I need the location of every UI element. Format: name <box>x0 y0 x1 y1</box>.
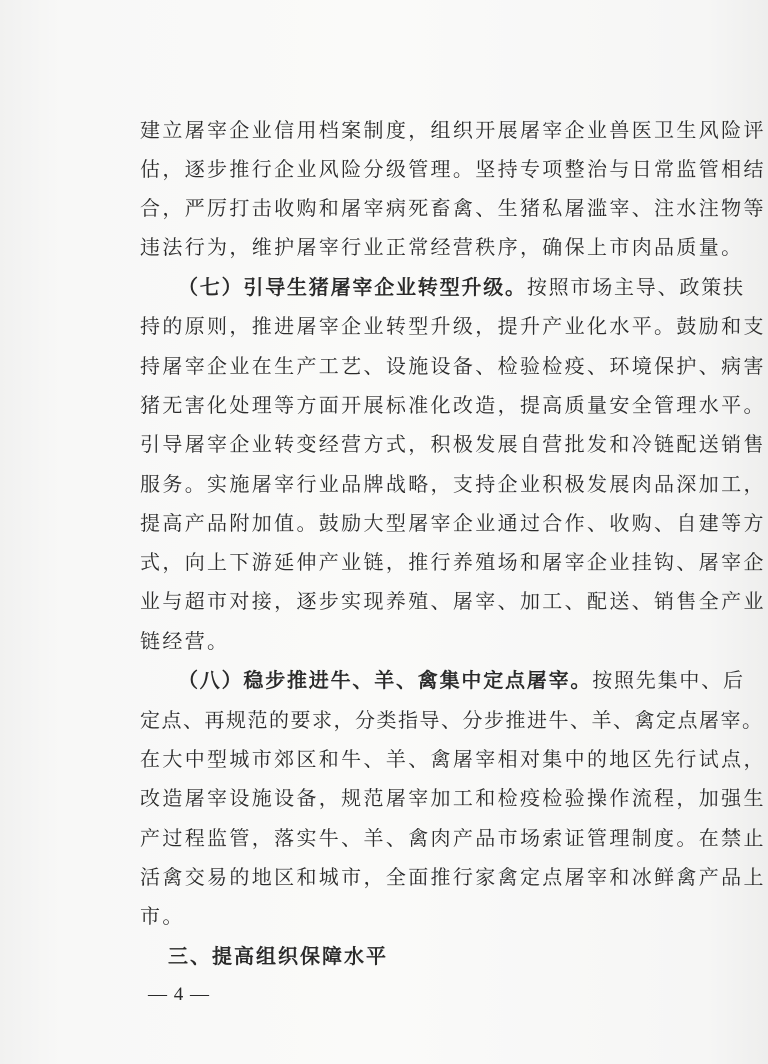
paragraph-3-line-7: 市。 <box>140 904 185 928</box>
paragraph-1-line-3: 合，严厉打击收购和屠宰病死畜禽、生猪私屠滥宰、注水注物等 <box>140 196 766 220</box>
section-heading: 三、提高组织保障水平 <box>168 944 388 968</box>
paragraph-2-line-3: 持屠宰企业在生产工艺、设施设备、检验检疫、环境保护、病害 <box>140 354 766 378</box>
paragraph-2-line-6: 服务。实施屠宰行业品牌战略，支持企业积极发展肉品深加工， <box>140 472 766 496</box>
paragraph-3-title: （八）稳步推进牛、羊、禽集中定点屠宰。 <box>178 668 593 692</box>
paragraph-2-line-4: 猪无害化处理等方面开展标准化改造，提高质量安全管理水平。 <box>140 393 766 417</box>
paragraph-2-line-2: 持的原则，推进屠宰企业转型升级，提升产业化水平。鼓励和支 <box>140 314 766 338</box>
paragraph-3-line-1 <box>178 668 745 692</box>
paragraph-3-line-5: 产过程监管，落实牛、羊、禽肉产品市场索证管理制度。在禁止 <box>140 826 766 850</box>
paragraph-1-line-1: 建立屠宰企业信用档案制度，组织开展屠宰企业兽医卫生风险评 <box>140 118 766 142</box>
paragraph-2-line-1 <box>178 275 745 299</box>
paragraph-3-line-2: 定点、再规范的要求，分类指导、分步推进牛、羊、禽定点屠宰。 <box>140 708 764 732</box>
paragraph-2-line-10: 链经营。 <box>140 629 230 653</box>
paragraph-2-line-8: 式，向上下游延伸产业链，推行养殖场和屠宰企业挂钩、屠宰企 <box>140 550 766 574</box>
paragraph-3-line-1-text: 按照先集中、后 <box>592 668 745 692</box>
paragraph-3-line-4: 改造屠宰设施设备，规范屠宰加工和检疫检验操作流程，加强生 <box>140 786 766 810</box>
paragraph-3-line-6: 活禽交易的地区和城市，全面推行家禽定点屠宰和冰鲜禽产品上 <box>140 865 766 889</box>
paragraph-2-line-1-text: 按照市场主导、政策扶 <box>526 275 745 299</box>
paragraph-1-line-4: 违法行为，维护屠宰行业正常经营秩序，确保上市肉品质量。 <box>140 235 744 259</box>
paragraph-3-line-3: 在大中型城市郊区和牛、羊、禽屠宰相对集中的地区先行试点， <box>140 747 766 771</box>
paragraph-1-line-2: 估，逐步推行企业风险分级管理。坚持专项整治与日常监管相结 <box>140 157 766 181</box>
page-number: — 4 — <box>148 984 210 1005</box>
paragraph-2-line-7: 提高产品附加值。鼓励大型屠宰企业通过合作、收购、自建等方 <box>140 511 766 535</box>
paragraph-2-title: （七）引导生猪屠宰企业转型升级。 <box>178 275 527 299</box>
paragraph-2-line-9: 业与超市对接，逐步实现养殖、屠宰、加工、配送、销售全产业 <box>140 589 766 613</box>
paragraph-2-line-5: 引导屠宰企业转变经营方式，积极发展自营批发和冷链配送销售 <box>140 432 766 456</box>
